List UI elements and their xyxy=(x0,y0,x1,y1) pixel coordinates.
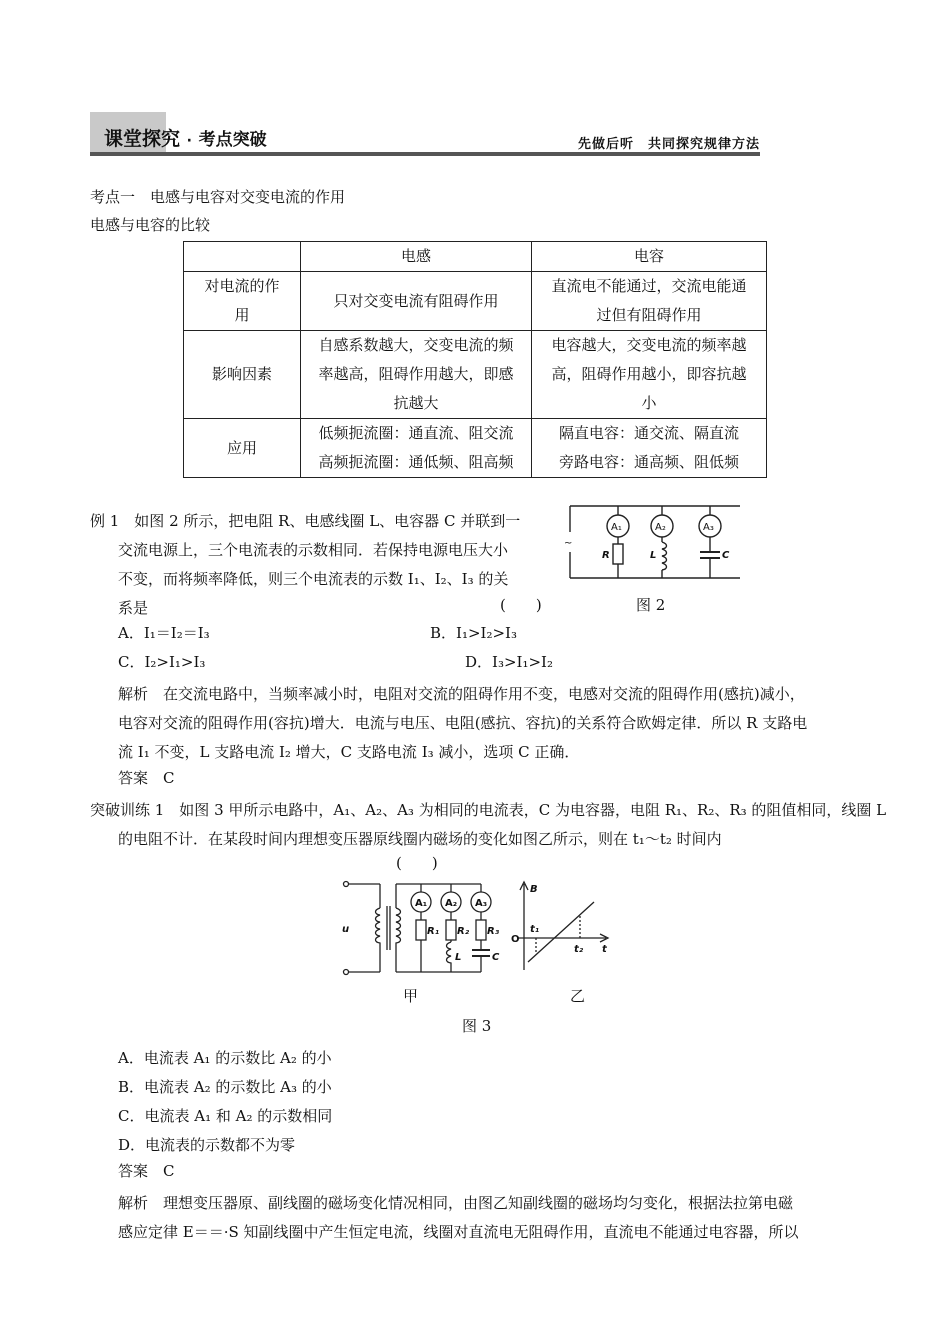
source-symbol: ~ xyxy=(564,538,573,549)
svg-text:C: C xyxy=(722,550,730,561)
svg-text:A₁: A₁ xyxy=(611,522,622,533)
svg-text:t₁: t₁ xyxy=(530,924,540,935)
resistor-r2-icon xyxy=(446,920,456,940)
table-header-cell: 电容 xyxy=(532,242,767,272)
example1-question: 例 1 如图 2 所示，把电阻 R、电感线圈 L、电容器 C 并联到一 交流电源上，三个电流表的示数相同．若保持电源电压大小 不变，而将频率降低，则三个电流表的示数 I₁、I₂、I₃ 的关 系是 xyxy=(90,512,521,617)
svg-text:A₃: A₃ xyxy=(475,898,488,909)
figure3-caption: 图 3 xyxy=(462,1017,492,1035)
svg-text:A₃: A₃ xyxy=(703,522,714,533)
figure2-caption: 图 2 xyxy=(636,596,666,614)
table-cell: 自感系数越大，交变电流的频 率越高，阻碍作用越大，即感 抗越大 xyxy=(301,331,532,419)
svg-text:R₂: R₂ xyxy=(457,926,470,937)
drill1-option-b: B．电流表 A₂ 的示数比 A₃ 的小 xyxy=(118,1078,332,1096)
resistor-r3-icon xyxy=(476,920,486,940)
table-cell: 应用 xyxy=(184,419,301,478)
inductor-icon xyxy=(447,942,452,972)
example1-blank: ( ) xyxy=(500,596,542,614)
svg-text:u: u xyxy=(342,924,350,935)
svg-text:O: O xyxy=(511,934,520,945)
section-heading: 考点一 电感与电容对交变电流的作用 xyxy=(90,188,346,206)
drill1-analysis: 解析 理想变压器原、副线圈的磁场变化情况相同，由图乙知副线圈的磁场均匀变化，根据法拉第电磁 感应定律 E＝＝·S 知副线圈中产生恒定电流，线圈对直流电无阻碍作用，直流电不能通过电容器，所以 xyxy=(118,1194,799,1241)
figure3-label-jia: 甲 xyxy=(403,987,419,1005)
table-cell: 对电流的作 用 xyxy=(184,272,301,331)
svg-text:C: C xyxy=(492,952,500,963)
svg-text:R₃: R₃ xyxy=(487,926,500,937)
header-motto: 先做后听 共同探究规律方法 xyxy=(577,137,760,152)
table-row xyxy=(184,272,767,331)
svg-text:t₂: t₂ xyxy=(574,944,584,955)
svg-text:L: L xyxy=(455,952,462,963)
table-header-cell xyxy=(184,242,301,272)
example1-answer: 答案 C xyxy=(118,769,175,787)
drill1-option-c: C．电流表 A₁ 和 A₂ 的示数相同 xyxy=(118,1107,333,1125)
table-cell: 低频扼流圈：通直流、阻交流 高频扼流圈：通低频、阻高频 xyxy=(301,419,532,478)
table-cell: 隔直电容：通交流、隔直流 旁路电容：通高频、阻低频 xyxy=(532,419,767,478)
drill1-options xyxy=(118,1044,332,1160)
svg-text:A₁: A₁ xyxy=(415,898,428,909)
example1-analysis: 解析 在交流电路中，当频率减小时，电阻对交流的阻碍作用不变，电感对交流的阻碍作用(感抗)减小， 电容对交流的阻碍作用(容抗)增大．电流与电压、电阻(感抗、容抗)的关系符合欧姆定律．所以 R 支路电 流 I₁ 不变，L 支路电流 I₂ 增大，C 支路电流 I₃ 减小，选项 C 正确． xyxy=(118,685,808,761)
header-rule xyxy=(90,152,760,156)
table-cell: 直流电不能通过，交流电能通 过但有阻碍作用 xyxy=(532,272,767,331)
drill1-option-a: A．电流表 A₁ 的示数比 A₂ 的小 xyxy=(118,1049,332,1067)
figure3-graph xyxy=(506,880,616,978)
drill1-question: 突破训练 1 如图 3 甲所示电路中，A₁、A₂、A₃ 为相同的电流表，C 为电容器，电阻 R₁、R₂、R₃ 的阻值相同，线圈 L 的电阻不计．在某段时间内理想变压器原线圈内磁场的变化如图乙所示，则在 t₁～t₂ 时间内 xyxy=(90,801,887,848)
table-cell: 影响因素 xyxy=(184,331,301,419)
comparison-table xyxy=(183,241,767,478)
drill1-option-d: D．电流表的示数都不为零 xyxy=(118,1136,296,1154)
svg-text:L: L xyxy=(650,550,657,561)
svg-text:A₂: A₂ xyxy=(445,898,458,909)
page-header-title: 课堂探究 · 考点突破 xyxy=(104,128,267,150)
example1-option-c: C．I₂>I₁>I₃ xyxy=(118,653,206,671)
drill1-answer: 答案 C xyxy=(118,1162,175,1180)
example1-option-b: B．I₁>I₂>I₃ xyxy=(430,624,517,642)
table-header-cell: 电感 xyxy=(301,242,532,272)
example1-option-d: D．I₃>I₁>I₂ xyxy=(465,653,553,671)
transformer-primary-icon xyxy=(376,908,381,948)
svg-text:R: R xyxy=(602,550,610,561)
figure2-circuit xyxy=(560,498,760,582)
table-row xyxy=(184,419,767,478)
table-header-row xyxy=(184,242,767,272)
drill1-blank: ( ) xyxy=(396,854,438,872)
resistor-icon xyxy=(613,544,623,564)
svg-text:t: t xyxy=(602,944,607,955)
table-row xyxy=(184,331,767,419)
table-cell: 电容越大，交变电流的频率越 高，阻碍作用越小，即容抗越 小 xyxy=(532,331,767,419)
figure3-label-yi: 乙 xyxy=(570,987,586,1005)
figure3-circuit xyxy=(336,880,506,978)
resistor-r1-icon xyxy=(416,920,426,940)
inductor-icon xyxy=(662,542,667,570)
transformer-secondary-icon xyxy=(396,908,401,948)
section-subheading: 电感与电容的比较 xyxy=(90,216,211,234)
svg-text:R₁: R₁ xyxy=(427,926,440,937)
svg-text:A₂: A₂ xyxy=(655,522,666,533)
svg-text:B: B xyxy=(530,884,538,895)
example1-option-a: A．I₁＝I₂＝I₃ xyxy=(118,624,210,642)
table-cell: 只对交变电流有阻碍作用 xyxy=(301,272,532,331)
